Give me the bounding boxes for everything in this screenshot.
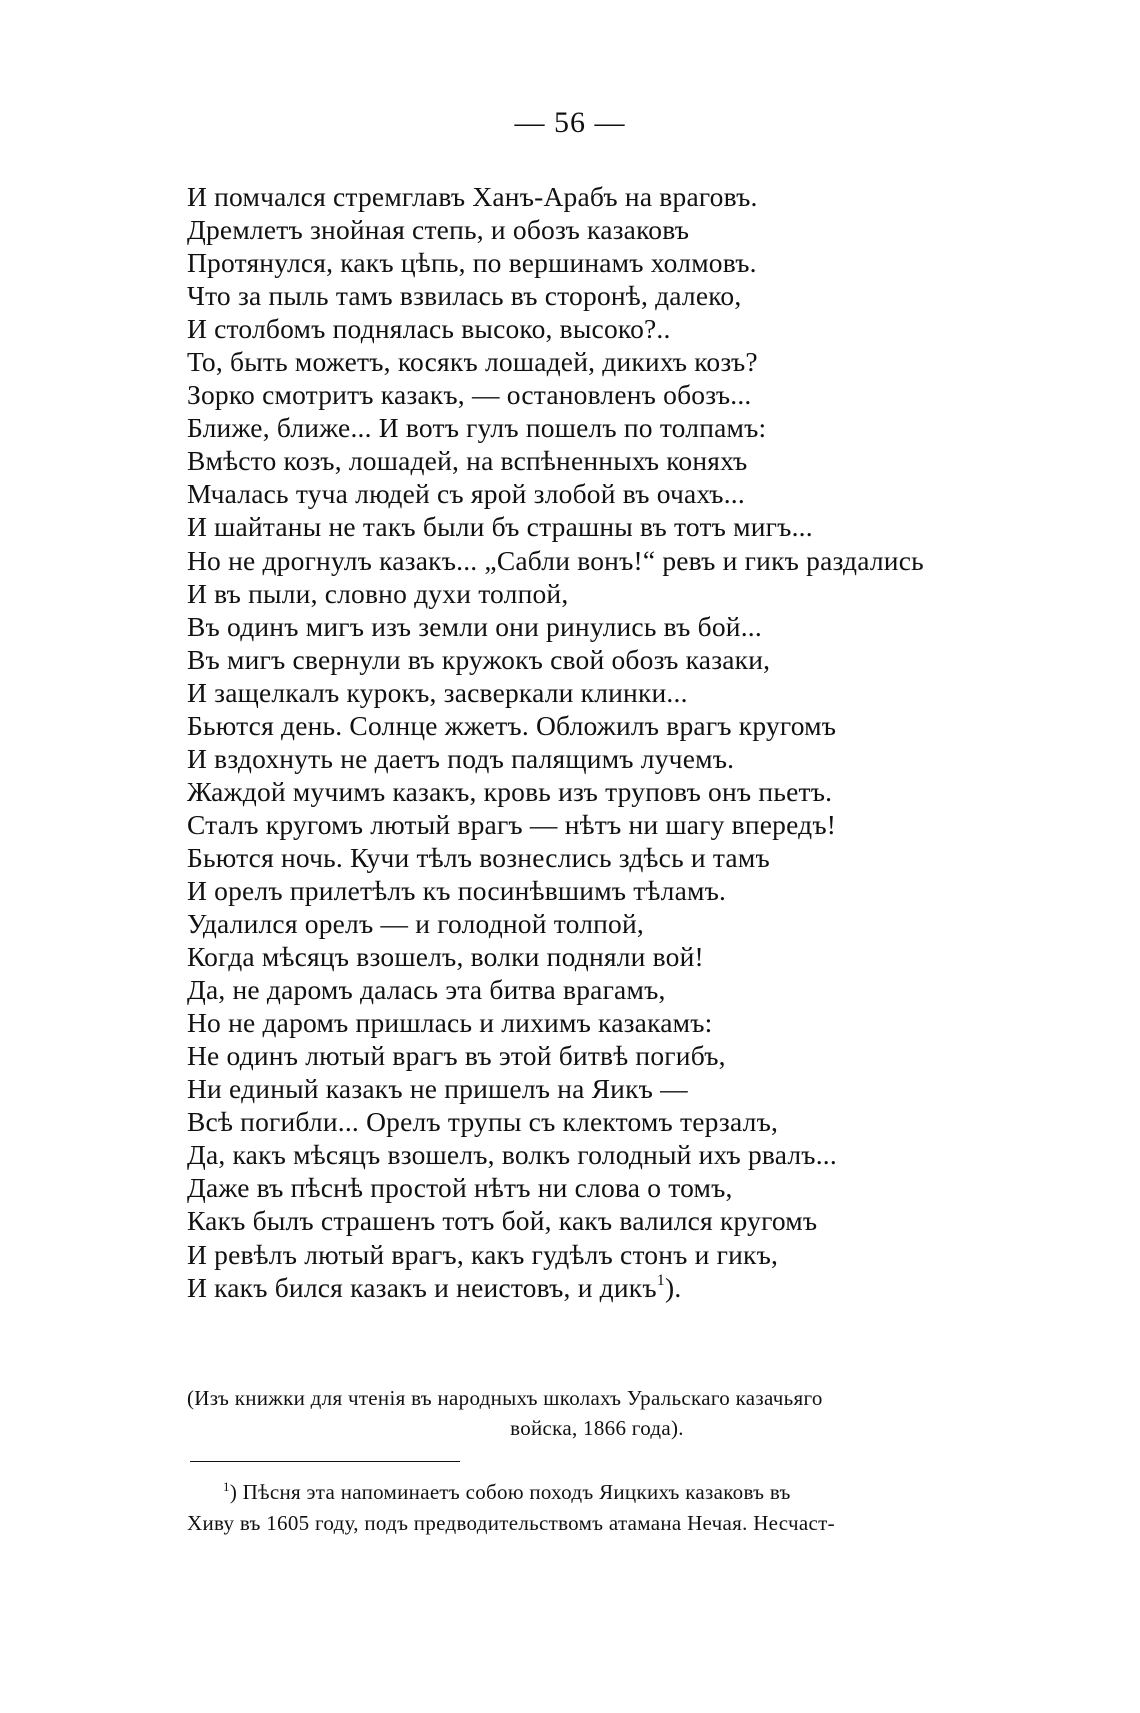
- footnote-text-1: ) Пѣсня эта напоминаетъ собою походъ Яицкихъ казаковъ въ: [229, 1480, 791, 1504]
- poem-line-text: Жаждой мучимъ казакъ, кровь изъ труповъ онъ пьетъ.: [187, 775, 833, 807]
- poem-line: [187, 544, 924, 577]
- poem-line: [187, 841, 924, 874]
- poem-line-text: Въ мигъ свернули въ кружокъ свой обозъ казаки,: [187, 643, 771, 675]
- poem-line: [187, 1238, 924, 1271]
- poem-line: [187, 1039, 924, 1072]
- poem-line: [187, 940, 924, 973]
- poem-line-text: Протянулся, какъ цѣпь, по вершинамъ холмовъ.: [187, 247, 757, 279]
- poem-line: [187, 444, 924, 477]
- poem-line: [187, 643, 924, 676]
- poem-line-text: Вмѣсто козъ, лошадей, на вспѣненныхъ коняхъ: [187, 445, 748, 477]
- poem-line: [187, 510, 924, 543]
- poem-line: [187, 1204, 924, 1237]
- poem-line: [187, 808, 924, 841]
- poem-line-text: И ревѣлъ лютый врагъ, какъ гудѣлъ стонъ и гикъ,: [187, 1238, 779, 1270]
- poem-line-text: Сталъ кругомъ лютый врагъ — нѣтъ ни шагу впередъ!: [187, 808, 837, 840]
- poem-line-text: То, быть можетъ, косякъ лошадей, дикихъ козъ?: [187, 346, 758, 378]
- poem-line: [187, 477, 924, 510]
- poem-line-text: Какъ былъ страшенъ тотъ бой, какъ валился кругомъ: [187, 1205, 818, 1237]
- poem-line: [187, 577, 924, 610]
- footnote-line-2: Хиву въ 1605 году, подъ предводительствомъ атамана Нечая. Несчаст-: [187, 1511, 835, 1535]
- poem-line: [187, 180, 924, 213]
- poem-line-text: Мчалась туча людей съ ярой злобой въ очахъ...: [187, 478, 745, 510]
- poem-line-text: Да, какъ мѣсяцъ взошелъ, волкъ голодный ихъ рвалъ...: [187, 1139, 837, 1171]
- poem-line-text: И въ пыли, словно духи толпой,: [187, 577, 569, 609]
- poem-line: [187, 213, 924, 246]
- poem-line: [187, 279, 924, 312]
- poem-line-text: Не одинъ лютый врагъ въ этой битвѣ погибъ,: [187, 1040, 726, 1072]
- poem-line: [187, 1006, 924, 1039]
- poem-line-text: И защелкалъ курокъ, засверкали клинки...: [187, 676, 688, 708]
- poem-line-text: Да, не даромъ далась эта битва врагамъ,: [187, 974, 666, 1006]
- poem-line-text: Удалился орелъ — и голодной толпой,: [187, 908, 644, 940]
- poem-line: [187, 709, 924, 742]
- source-citation-line-1: (Изъ книжки для чтенія въ народныхъ школахъ Уральскаго казачьяго: [187, 1386, 823, 1410]
- source-citation-line-2: войска, 1866 года).: [510, 1416, 684, 1440]
- poem-line-text: Въ одинъ мигъ изъ земли они ринулись въ бой...: [187, 610, 762, 642]
- poem-line-text: Бьются день. Солнце жжетъ. Обложилъ врагъ кругомъ: [187, 709, 837, 741]
- poem-line: [187, 742, 924, 775]
- poem-line-text: Но не дрогнулъ казакъ... „Сабли вонъ!“ ревъ и гикъ раздались: [187, 544, 924, 576]
- poem-line: [187, 907, 924, 940]
- poem-line: [187, 775, 924, 808]
- poem-line: [187, 1171, 924, 1204]
- poem-line: [187, 1072, 924, 1105]
- poem-line-text: И орелъ прилетѣлъ къ посинѣвшимъ тѣламъ.: [187, 874, 727, 906]
- poem-line: [187, 246, 924, 279]
- poem-line: [187, 411, 924, 444]
- poem-line-text: И какъ бился казакъ и неистовъ, и дикъ: [187, 1271, 657, 1303]
- poem-line-text: И вздохнуть не даетъ подъ палящимъ лучемъ.: [187, 742, 735, 774]
- poem-line-text: Что за пыль тамъ взвилась въ сторонѣ, далеко,: [187, 280, 742, 312]
- poem-line: [187, 874, 924, 907]
- poem-line: [187, 345, 924, 378]
- poem-line-text: Ни единый казакъ не пришелъ на Яикъ —: [187, 1073, 688, 1105]
- poem-line-text: Но не даромъ пришлась и лихимъ казакамъ:: [187, 1007, 713, 1039]
- footnote-divider: [190, 1461, 460, 1462]
- poem-line: [187, 312, 924, 345]
- page-number: — 56 —: [514, 106, 626, 139]
- poem-line-text: Даже въ пѣснѣ простой нѣтъ ни слова о томъ,: [187, 1172, 733, 1204]
- footnote-marker: 1: [223, 1479, 230, 1494]
- poem-line-end: ).: [664, 1271, 682, 1303]
- poem-line: [187, 1138, 924, 1171]
- poem-line: [187, 1271, 924, 1304]
- poem-line-text: Всѣ погибли... Орелъ трупы съ клектомъ терзалъ,: [187, 1106, 779, 1138]
- footnote-line-1: [187, 1478, 1007, 1506]
- poem-line: [187, 1105, 924, 1138]
- poem-line-text: Дремлетъ знойная степь, и обозъ казаковъ: [187, 214, 690, 246]
- poem-line-text: Зорко смотритъ казакъ, — остановленъ обозъ...: [187, 379, 752, 411]
- poem-line: [187, 378, 924, 411]
- poem-line-text: И шайтаны не такъ были бъ страшны въ тотъ мигъ...: [187, 511, 813, 543]
- poem-line-text: Ближе, ближе... И вотъ гулъ пошелъ по толпамъ:: [187, 412, 767, 444]
- poem-line: [187, 973, 924, 1006]
- poem: [187, 180, 924, 1304]
- poem-line: [187, 676, 924, 709]
- poem-line-text: Когда мѣсяцъ взошелъ, волки подняли вой!: [187, 941, 704, 973]
- poem-footnote-marker: 1: [656, 1271, 665, 1289]
- poem-line-text: И столбомъ поднялась высоко, высоко?..: [187, 313, 671, 345]
- poem-line: [187, 610, 924, 643]
- poem-line-text: Бьются ночь. Кучи тѣлъ вознеслись здѣсь и тамъ: [187, 841, 770, 873]
- poem-line-text: И помчался стремглавъ Ханъ-Арабъ на враговъ.: [187, 181, 758, 212]
